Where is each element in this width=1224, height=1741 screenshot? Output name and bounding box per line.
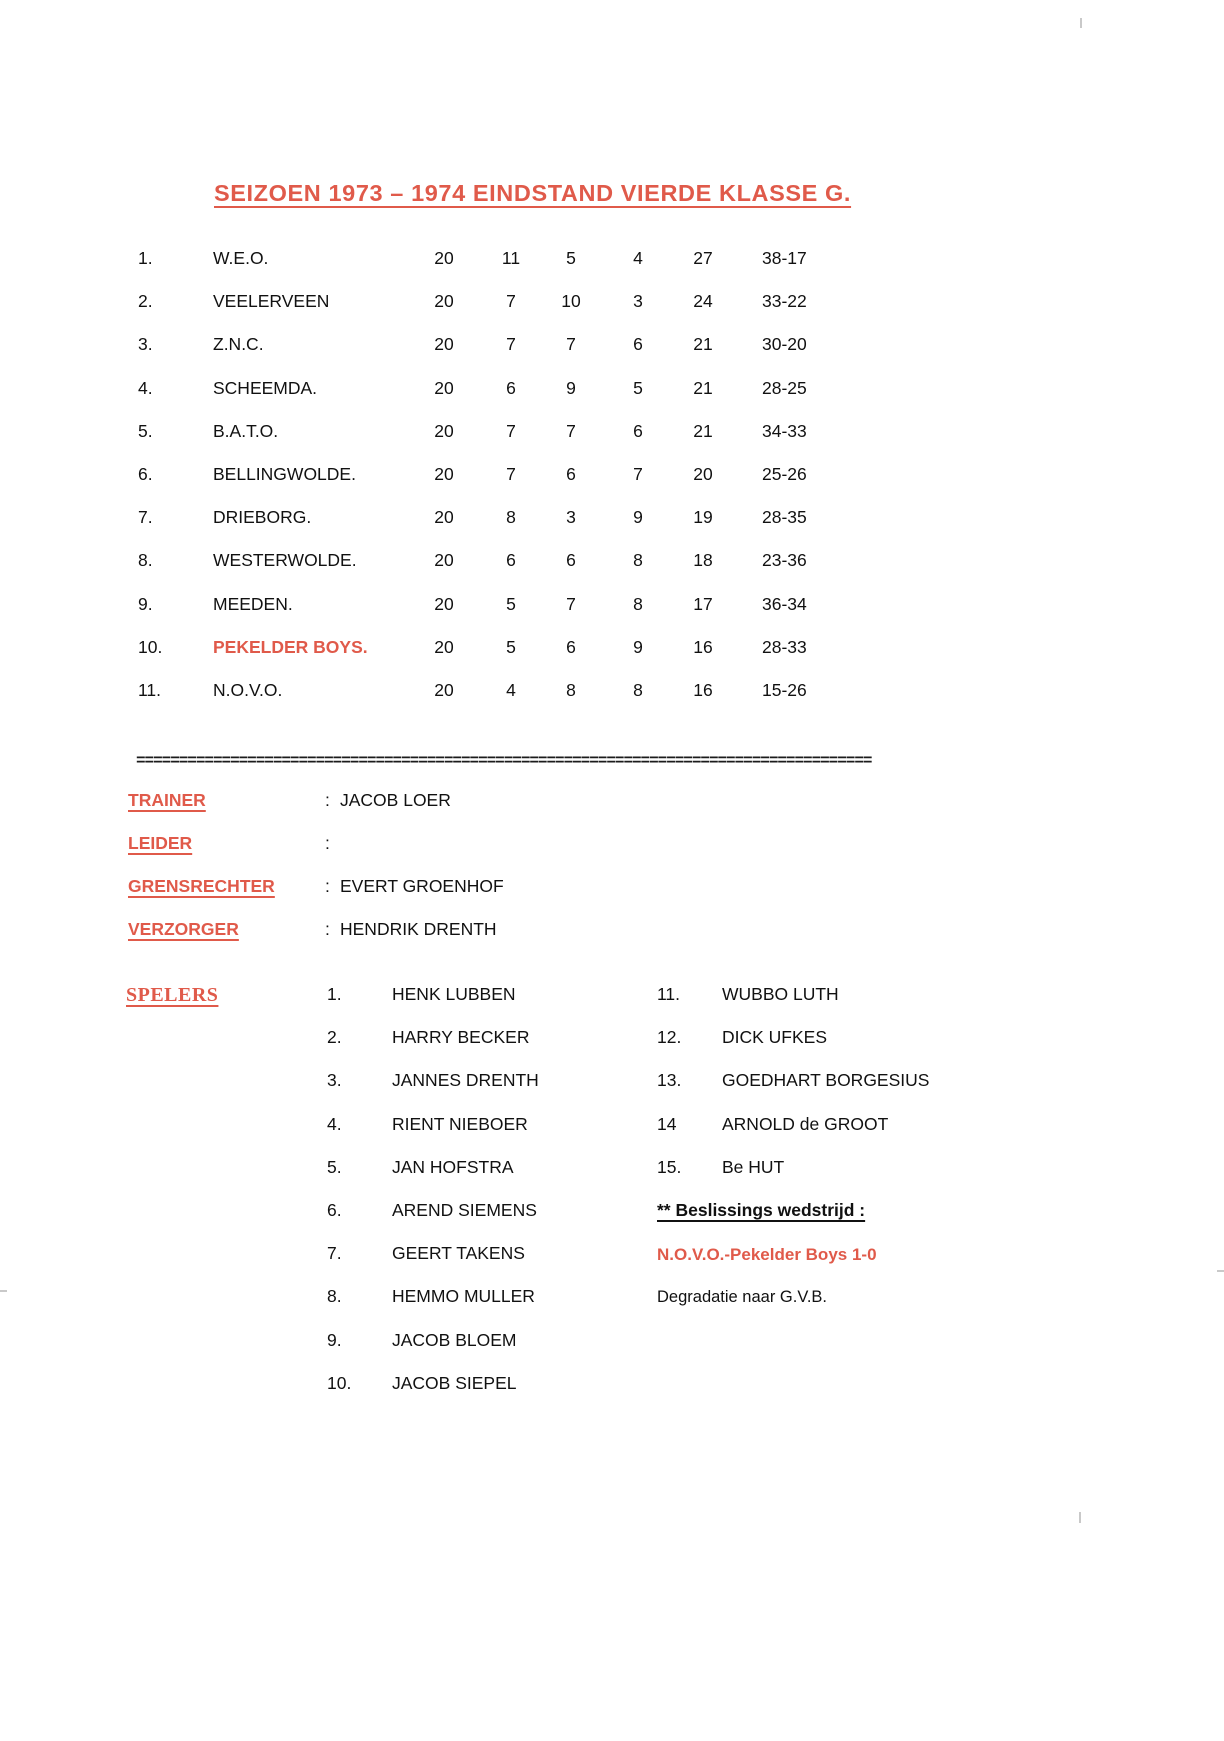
standings-team-name: DRIEBORG. bbox=[213, 507, 312, 528]
standings-team-name: SCHEEMDA. bbox=[213, 377, 318, 398]
staff-person-name: EVERT GROENHOF bbox=[340, 876, 504, 896]
table-row bbox=[0, 507, 1224, 550]
standings-position: 9. bbox=[138, 593, 153, 614]
playoff-heading: ** Beslissings wedstrijd : bbox=[657, 1200, 866, 1220]
player-number: 4. bbox=[327, 1113, 342, 1134]
standings-points: 24 bbox=[693, 291, 713, 312]
staff-role-label: LEIDER bbox=[128, 833, 193, 853]
standings-goals: 30-20 bbox=[762, 334, 807, 355]
standings-team-name: PEKELDER BOYS. bbox=[213, 636, 368, 657]
staff-colon: : bbox=[325, 919, 330, 939]
player-number: 3. bbox=[327, 1070, 342, 1091]
standings-points: 21 bbox=[693, 334, 713, 355]
player-name: GOEDHART BORGESIUS bbox=[722, 1070, 930, 1091]
standings-position: 6. bbox=[138, 463, 153, 484]
staff-person-name: HENDRIK DRENTH bbox=[340, 919, 497, 939]
player-name: HEMMO MULLER bbox=[392, 1286, 535, 1307]
standings-points: 20 bbox=[693, 463, 713, 484]
standings-points: 19 bbox=[693, 507, 713, 528]
player-name: WUBBO LUTH bbox=[722, 984, 839, 1004]
standings-drawn: 8 bbox=[566, 679, 576, 700]
player-name: RIENT NIEBOER bbox=[392, 1113, 528, 1134]
player-number: 7. bbox=[327, 1243, 342, 1264]
standings-table bbox=[0, 248, 1224, 723]
standings-won: 11 bbox=[501, 248, 521, 268]
standings-drawn: 7 bbox=[566, 420, 576, 441]
staff-colon: : bbox=[325, 833, 330, 853]
section-divider: ====================================================================================== bbox=[136, 752, 872, 770]
staff-row bbox=[0, 790, 1224, 833]
standings-goals: 15-26 bbox=[762, 679, 807, 700]
standings-lost: 7 bbox=[633, 463, 643, 484]
staff-colon: : bbox=[325, 876, 330, 896]
standings-lost: 8 bbox=[633, 550, 643, 571]
standings-drawn: 6 bbox=[566, 550, 576, 571]
staff-list bbox=[0, 790, 1224, 962]
standings-position: 11. bbox=[138, 679, 162, 700]
player-name: Be HUT bbox=[722, 1156, 785, 1177]
standings-team-name: WESTERWOLDE. bbox=[213, 550, 357, 571]
player-number: 13. bbox=[657, 1070, 682, 1091]
standings-goals: 36-34 bbox=[762, 593, 807, 614]
player-name: JANNES DRENTH bbox=[392, 1070, 539, 1091]
standings-lost: 9 bbox=[633, 636, 643, 657]
standings-drawn: 5 bbox=[566, 248, 576, 268]
standings-lost: 8 bbox=[633, 679, 643, 700]
player-number: 14 bbox=[657, 1113, 677, 1134]
player-name: HARRY BECKER bbox=[392, 1027, 530, 1048]
staff-role-label: VERZORGER bbox=[128, 919, 239, 939]
standings-points: 27 bbox=[693, 248, 713, 268]
standings-drawn: 6 bbox=[566, 463, 576, 484]
staff-role-label: TRAINER bbox=[128, 790, 206, 810]
standings-position: 7. bbox=[138, 507, 153, 528]
standings-played: 20 bbox=[434, 636, 454, 657]
standings-won: 5 bbox=[506, 593, 516, 614]
player-number: 10. bbox=[327, 1372, 352, 1393]
player-number: 11. bbox=[657, 984, 681, 1004]
standings-position: 5. bbox=[138, 420, 153, 441]
standings-played: 20 bbox=[434, 463, 454, 484]
table-row bbox=[0, 291, 1224, 334]
player-name: AREND SIEMENS bbox=[392, 1199, 537, 1220]
standings-played: 20 bbox=[434, 593, 454, 614]
standings-played: 20 bbox=[434, 550, 454, 571]
scan-artifact-left bbox=[0, 1290, 7, 1292]
standings-points: 18 bbox=[693, 550, 713, 571]
standings-lost: 6 bbox=[633, 334, 643, 355]
standings-won: 7 bbox=[506, 334, 516, 355]
player-number: 9. bbox=[327, 1329, 342, 1350]
player-number: 1. bbox=[327, 984, 342, 1004]
standings-played: 20 bbox=[434, 507, 454, 528]
standings-goals: 25-26 bbox=[762, 463, 807, 484]
scan-artifact-top-right bbox=[1080, 18, 1082, 28]
standings-goals: 34-33 bbox=[762, 420, 807, 441]
standings-goals: 28-33 bbox=[762, 636, 807, 657]
standings-played: 20 bbox=[434, 291, 454, 312]
standings-drawn: 7 bbox=[566, 334, 576, 355]
table-row bbox=[0, 421, 1224, 464]
player-name: HENK LUBBEN bbox=[392, 984, 516, 1004]
standings-team-name: VEELERVEEN bbox=[213, 291, 330, 312]
player-number: 12. bbox=[657, 1027, 682, 1048]
table-row bbox=[0, 334, 1224, 377]
standings-points: 17 bbox=[693, 593, 713, 614]
staff-role-label: GRENSRECHTER bbox=[128, 876, 275, 896]
table-row bbox=[0, 550, 1224, 593]
standings-goals: 33-22 bbox=[762, 291, 807, 312]
player-number: 6. bbox=[327, 1199, 342, 1220]
standings-won: 8 bbox=[506, 507, 516, 528]
standings-won: 6 bbox=[506, 377, 516, 398]
standings-position: 4. bbox=[138, 377, 153, 398]
staff-person-name: JACOB LOER bbox=[340, 790, 451, 810]
standings-played: 20 bbox=[434, 248, 454, 268]
standings-lost: 5 bbox=[633, 377, 643, 398]
standings-drawn: 10 bbox=[561, 291, 581, 312]
player-name: GEERT TAKENS bbox=[392, 1243, 525, 1264]
standings-lost: 9 bbox=[633, 507, 643, 528]
standings-points: 21 bbox=[693, 377, 713, 398]
player-number: 8. bbox=[327, 1286, 342, 1307]
standings-drawn: 9 bbox=[566, 377, 576, 398]
playoff-result: N.O.V.O.-Pekelder Boys 1-0 bbox=[657, 1245, 877, 1264]
standings-lost: 3 bbox=[633, 291, 643, 312]
staff-row bbox=[0, 833, 1224, 876]
standings-position: 2. bbox=[138, 291, 153, 312]
standings-lost: 8 bbox=[633, 593, 643, 614]
player-name: JAN HOFSTRA bbox=[392, 1156, 514, 1177]
player-number: 15. bbox=[657, 1156, 682, 1177]
standings-played: 20 bbox=[434, 377, 454, 398]
staff-row bbox=[0, 919, 1224, 962]
player-name: DICK UFKES bbox=[722, 1027, 828, 1048]
table-row bbox=[0, 637, 1224, 680]
standings-team-name: MEEDEN. bbox=[213, 593, 293, 614]
scan-artifact-right bbox=[1217, 1270, 1224, 1272]
relegation-note: Degradatie naar G.V.B. bbox=[657, 1288, 827, 1306]
standings-team-name: BELLINGWOLDE. bbox=[213, 463, 356, 484]
standings-won: 6 bbox=[506, 550, 516, 571]
standings-position: 8. bbox=[138, 550, 153, 571]
standings-points: 16 bbox=[693, 679, 713, 700]
standings-won: 4 bbox=[506, 679, 516, 700]
standings-position: 3. bbox=[138, 334, 153, 355]
table-row bbox=[0, 378, 1224, 421]
standings-won: 5 bbox=[506, 636, 516, 657]
page-title: SEIZOEN 1973 – 1974 EINDSTAND VIERDE KLASSE G. bbox=[214, 180, 852, 206]
player-number: 5. bbox=[327, 1156, 342, 1177]
players-section-label: SPELERS bbox=[126, 984, 219, 1006]
standings-drawn: 3 bbox=[566, 507, 576, 528]
standings-drawn: 6 bbox=[566, 636, 576, 657]
player-name: ARNOLD de GROOT bbox=[722, 1113, 889, 1134]
standings-won: 7 bbox=[506, 463, 516, 484]
standings-goals: 23-36 bbox=[762, 550, 807, 571]
scan-artifact-bottom-right bbox=[1079, 1512, 1081, 1523]
standings-lost: 6 bbox=[633, 420, 643, 441]
standings-position: 10. bbox=[138, 636, 163, 657]
table-row bbox=[0, 594, 1224, 637]
standings-played: 20 bbox=[434, 334, 454, 355]
standings-lost: 4 bbox=[633, 248, 643, 268]
player-number: 2. bbox=[327, 1027, 342, 1048]
standings-points: 16 bbox=[693, 636, 713, 657]
standings-team-name: W.E.O. bbox=[213, 248, 269, 268]
player-name: JACOB BLOEM bbox=[392, 1329, 517, 1350]
standings-won: 7 bbox=[506, 291, 516, 312]
table-row bbox=[0, 248, 1224, 291]
standings-played: 20 bbox=[434, 420, 454, 441]
standings-played: 20 bbox=[434, 679, 454, 700]
standings-goals: 28-25 bbox=[762, 377, 807, 398]
standings-points: 21 bbox=[693, 420, 713, 441]
standings-team-name: B.A.T.O. bbox=[213, 420, 279, 441]
staff-row bbox=[0, 876, 1224, 919]
player-name: JACOB SIEPEL bbox=[392, 1372, 517, 1393]
standings-team-name: N.O.V.O. bbox=[213, 679, 283, 700]
standings-goals: 38-17 bbox=[762, 248, 807, 268]
standings-won: 7 bbox=[506, 420, 516, 441]
staff-colon: : bbox=[325, 790, 330, 810]
standings-drawn: 7 bbox=[566, 593, 576, 614]
table-row bbox=[0, 464, 1224, 507]
standings-goals: 28-35 bbox=[762, 507, 807, 528]
standings-team-name: Z.N.C. bbox=[213, 334, 264, 355]
standings-position: 1. bbox=[138, 248, 153, 268]
table-row bbox=[0, 680, 1224, 723]
